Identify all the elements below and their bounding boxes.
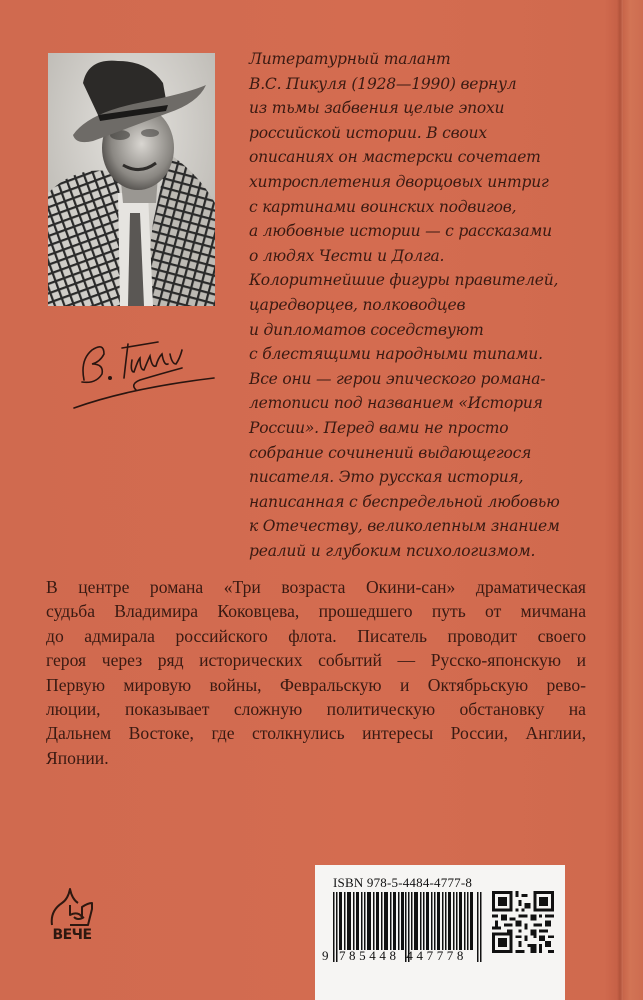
annotation-line: В центре романа «Три возраста Окини-сан» драматическая bbox=[46, 577, 586, 597]
quote-line: царедворцев, полководцев bbox=[249, 295, 466, 314]
qr-code[interactable] bbox=[492, 891, 554, 953]
quote-line: о людях Чести и Долга. bbox=[249, 246, 445, 265]
barcode-digits: 9 785448 447778 bbox=[322, 948, 467, 963]
quote-line: а любовные истории — с рассказами bbox=[249, 222, 552, 241]
annotation-line: судьба Владимира Коковцева, прошедшего путь от мичмана bbox=[46, 601, 586, 622]
quote-line: собрание сочинений выдающегося bbox=[249, 443, 532, 462]
annotation-line: героя через ряд исторических событий — Русско-японскую и bbox=[46, 650, 586, 671]
quote-line: России». Перед вами не просто bbox=[249, 418, 509, 437]
quote-line: написанная с беспредельной любовью bbox=[249, 492, 560, 511]
author-photo bbox=[48, 53, 215, 306]
quote-line: реалий и глубоким психологизмом. bbox=[249, 541, 536, 560]
isbn-number: ISBN 978-5-4484-4777-8 bbox=[333, 875, 473, 890]
quote-line: хитросплетения дворцовых интриг bbox=[249, 172, 549, 191]
quote-line: российской истории. В своих bbox=[249, 123, 487, 142]
quote-line: и дипломатов соседствуют bbox=[249, 320, 484, 339]
annotation-line: Дальнем Востоке, где столкнулись интересы России, Англии, bbox=[46, 723, 586, 744]
author-signature bbox=[70, 320, 220, 410]
book-annotation bbox=[46, 575, 586, 770]
quote-line: с картинами воинских подвигов, bbox=[249, 197, 517, 216]
quote-line: В.С. Пикуля (1928—1990) вернул bbox=[249, 74, 517, 93]
annotation-line: Японии. bbox=[46, 747, 109, 768]
quote-line: с блестящими народными типами. bbox=[249, 345, 543, 364]
publisher-name: ВЕЧЕ bbox=[52, 927, 92, 943]
quote-line: из тьмы забвения целые эпохи bbox=[249, 99, 505, 118]
annotation-line: до адмирала российского флота. Писатель проводит своего bbox=[46, 625, 586, 646]
quote-line: Литературный талант bbox=[249, 50, 451, 68]
annotation-line: люции, показывает сложную политическую обстановку на bbox=[46, 699, 586, 720]
quote-line: к Отечеству, великолепным знанием bbox=[249, 517, 560, 536]
author-quote-block bbox=[249, 47, 589, 563]
quote-line: Колоритнейшие фигуры правителей, bbox=[249, 271, 559, 290]
quote-line: летописи под названием «История bbox=[249, 394, 543, 413]
quote-line: писателя. Это русская история, bbox=[249, 468, 524, 487]
annotation-line: Первую мировую войны, Февральскую и Октябрьскую рево- bbox=[46, 674, 586, 695]
quote-line: описаниях он мастерски сочетает bbox=[249, 148, 541, 167]
spine-crease bbox=[617, 0, 623, 1000]
quote-line: Все они — герои эпического романа- bbox=[249, 369, 546, 388]
